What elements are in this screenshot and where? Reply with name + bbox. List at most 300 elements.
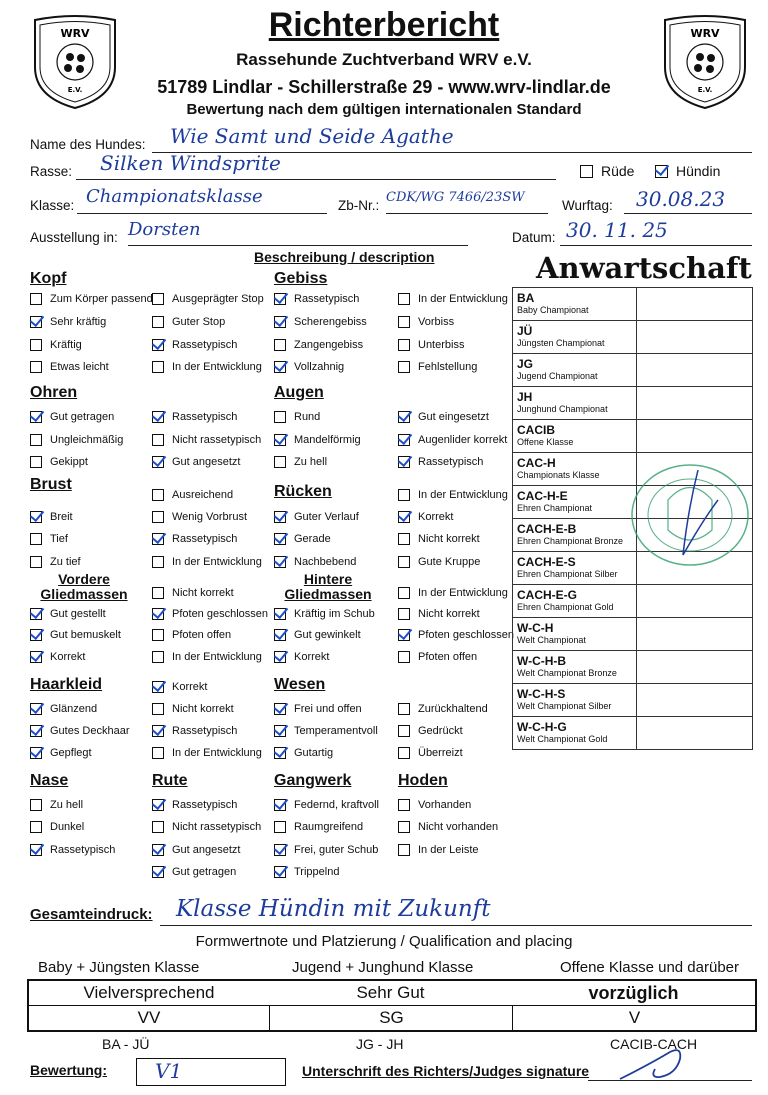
checkbox-box[interactable] xyxy=(152,725,164,737)
checkbox-label: Augenlider korrekt xyxy=(418,434,508,446)
anwartschaft-row xyxy=(513,585,753,618)
checkbox-label: Korrekt xyxy=(172,681,208,693)
checkbox-box[interactable] xyxy=(274,703,286,715)
checkbox-item[interactable] xyxy=(30,843,115,857)
checkbox-item[interactable] xyxy=(152,555,262,569)
zb-field[interactable]: CDK/WG 7466/23SW xyxy=(386,190,525,205)
checkbox-label: Gekippt xyxy=(50,456,88,468)
signature-label: Unterschrift des Richters/Judges signature xyxy=(302,1063,590,1079)
checkbox-item[interactable] xyxy=(398,843,479,857)
anwartschaft-code: W-C-H-G xyxy=(517,720,567,734)
section-hoden: Hoden xyxy=(398,772,448,789)
checkbox-box[interactable] xyxy=(30,799,42,811)
checkbox-label: Guter Verlauf xyxy=(294,511,359,523)
checkbox-item[interactable] xyxy=(274,292,359,306)
anwartschaft-value-cell[interactable] xyxy=(637,387,753,420)
anwartschaft-code: CACH-E-G xyxy=(517,588,577,602)
checkbox-item[interactable] xyxy=(398,410,489,424)
checkbox-label: Gut eingesetzt xyxy=(418,411,489,423)
checkbox-label: Zu hell xyxy=(50,799,84,811)
checkbox-label: In der Entwicklung xyxy=(172,361,262,373)
checkbox-item[interactable] xyxy=(30,798,83,812)
checkbox-item[interactable] xyxy=(152,292,264,306)
checkbox-label: Vorhanden xyxy=(418,799,472,811)
checkbox-box[interactable] xyxy=(152,587,164,599)
checkbox-box[interactable] xyxy=(274,866,286,878)
checkbox-item[interactable] xyxy=(152,680,207,694)
checkbox-item[interactable] xyxy=(152,433,261,447)
checkbox-box[interactable] xyxy=(398,316,410,328)
checkbox-item[interactable] xyxy=(398,586,508,600)
checkbox-box[interactable] xyxy=(274,456,286,468)
checkbox-label: Korrekt xyxy=(50,651,86,663)
checkbox-box[interactable] xyxy=(152,608,164,620)
checkbox-item[interactable] xyxy=(30,455,88,469)
placing-col3: Offene Klasse und darüber xyxy=(560,959,740,976)
checkbox-box[interactable] xyxy=(152,339,164,351)
huendin-checkbox[interactable]: Hündin xyxy=(655,164,720,178)
anwartschaft-desc: Ehren Championat Bronze xyxy=(517,536,624,546)
checkbox-item[interactable] xyxy=(30,820,84,834)
checkbox-label: Vollzahnig xyxy=(294,361,345,373)
checkbox-item[interactable] xyxy=(30,607,106,621)
checkbox-box[interactable] xyxy=(152,821,164,833)
checkbox-item[interactable] xyxy=(398,820,498,834)
checkbox-box[interactable] xyxy=(274,293,286,305)
checkbox-box[interactable] xyxy=(274,511,286,523)
anwartschaft-desc: Junghund Championat xyxy=(517,404,608,414)
checkbox-label: Gut angesetzt xyxy=(172,456,241,468)
checkbox-item[interactable] xyxy=(152,843,241,857)
placing-r1c3: vorzüglich xyxy=(588,983,679,1003)
standard-note: Bewertung nach dem gültigen internationalen Standard xyxy=(186,101,582,118)
checkbox-box[interactable] xyxy=(30,339,42,351)
anwartschaft-value-cell[interactable] xyxy=(637,717,753,750)
checkbox-box[interactable] xyxy=(274,316,286,328)
checkbox-label: Nicht korrekt xyxy=(418,608,480,620)
anwartschaft-value-cell[interactable] xyxy=(637,354,753,387)
checkbox-box[interactable] xyxy=(274,747,286,759)
checkbox-box[interactable] xyxy=(30,556,42,568)
checkbox-label: In der Leiste xyxy=(418,844,479,856)
zb-label: Zb-Nr.: xyxy=(338,198,380,213)
checkbox-label: Gut angesetzt xyxy=(172,844,241,856)
checkbox-box[interactable] xyxy=(30,411,42,423)
checkbox-box[interactable] xyxy=(30,821,42,833)
checkbox-item[interactable] xyxy=(30,702,97,716)
checkbox-label: In der Entwicklung xyxy=(418,489,508,501)
section-ohren: Ohren xyxy=(30,384,78,401)
checkbox-label: Nicht rassetypisch xyxy=(172,434,262,446)
checkbox-item[interactable] xyxy=(274,865,339,879)
checkbox-box[interactable] xyxy=(30,533,42,545)
checkbox-item[interactable] xyxy=(398,488,508,502)
anwartschaft-desc: Welt Championat xyxy=(517,635,586,645)
checkbox-label: Gut gewinkelt xyxy=(294,629,361,641)
checkbox-item[interactable] xyxy=(274,843,378,857)
checkbox-label: Gut gestellt xyxy=(50,608,106,620)
checkbox-label: Tief xyxy=(50,533,68,545)
checkbox-item[interactable] xyxy=(30,555,81,569)
checkbox-label: Gepflegt xyxy=(50,747,92,759)
checkbox-box[interactable] xyxy=(30,293,42,305)
anwartschaft-desc: Ehren Championat Gold xyxy=(517,602,614,612)
checkbox-box[interactable] xyxy=(274,725,286,737)
checkbox-label: Gut bemuskelt xyxy=(50,629,121,641)
datum-field[interactable]: 30. 11. 25 xyxy=(566,218,668,242)
checkbox-box[interactable] xyxy=(274,339,286,351)
checkbox-item[interactable] xyxy=(152,338,237,352)
checkbox-item[interactable] xyxy=(398,746,463,760)
checkbox-item[interactable] xyxy=(274,702,362,716)
gesamt-field[interactable]: Klasse Hündin mit Zukunft xyxy=(176,896,491,922)
checkbox-label: Pfoten geschlossen xyxy=(172,608,269,620)
checkbox-box[interactable] xyxy=(30,456,42,468)
checkbox-item[interactable] xyxy=(30,338,82,352)
anwartschaft-code: W-C-H-B xyxy=(517,654,567,668)
checkbox-box[interactable] xyxy=(398,434,410,446)
checkbox-box[interactable] xyxy=(152,533,164,545)
checkbox-label: Zurückhaltend xyxy=(418,703,488,715)
checkbox-box[interactable] xyxy=(398,533,410,545)
checkbox-item[interactable] xyxy=(152,510,247,524)
checkbox-item[interactable] xyxy=(152,724,237,738)
anwartschaft-title: Anwartschaft xyxy=(536,251,752,285)
checkbox-box[interactable] xyxy=(30,511,42,523)
checkbox-item[interactable] xyxy=(152,607,268,621)
checkbox-label: Nicht korrekt xyxy=(172,587,234,599)
checkbox-label: Ausreichend xyxy=(172,489,234,501)
name-label: Name des Hundes: xyxy=(30,137,146,152)
checkbox-item[interactable] xyxy=(152,746,262,760)
checkbox-box[interactable] xyxy=(152,844,164,856)
checkbox-box[interactable] xyxy=(152,703,164,715)
page-title: Richterbericht xyxy=(268,6,500,44)
checkbox-item[interactable] xyxy=(274,455,327,469)
checkbox-item[interactable] xyxy=(152,410,237,424)
checkbox-item[interactable] xyxy=(152,628,231,642)
checkbox-box[interactable] xyxy=(152,361,164,373)
klasse-label: Klasse: xyxy=(30,198,75,213)
checkbox-box[interactable] xyxy=(398,725,410,737)
section-gebiss: Gebiss xyxy=(274,270,328,287)
checkbox-label: In der Entwicklung xyxy=(418,587,508,599)
checkbox-box[interactable] xyxy=(398,411,410,423)
checkbox-item[interactable] xyxy=(398,532,480,546)
checkbox-box[interactable] xyxy=(398,456,410,468)
svg-text:WRV: WRV xyxy=(690,27,720,40)
checkbox-box[interactable] xyxy=(274,608,286,620)
checkbox-label: Frei und offen xyxy=(294,703,362,715)
checkbox-box[interactable] xyxy=(152,651,164,663)
org-address: 51789 Lindlar - Schillerstraße 29 - www.wrv-lindlar.de xyxy=(157,77,611,97)
checkbox-label: Breit xyxy=(50,511,73,523)
checkbox-box[interactable] xyxy=(274,556,286,568)
checkbox-box[interactable] xyxy=(30,844,42,856)
checkbox-item[interactable] xyxy=(30,360,109,374)
checkbox-item[interactable] xyxy=(274,315,367,329)
checkbox-box[interactable] xyxy=(398,821,410,833)
checkbox-box[interactable] xyxy=(152,434,164,446)
checkbox-box[interactable] xyxy=(398,587,410,599)
checkbox-label: Nachbebend xyxy=(294,556,357,568)
placing-table xyxy=(27,979,757,1032)
checkbox-item[interactable] xyxy=(30,532,68,546)
anwartschaft-row xyxy=(513,288,753,321)
checkbox-item[interactable] xyxy=(152,798,237,812)
checkbox-item[interactable] xyxy=(274,746,333,760)
checkbox-item[interactable] xyxy=(30,510,73,524)
checkbox-box[interactable] xyxy=(274,434,286,446)
checkbox-box[interactable] xyxy=(152,799,164,811)
stamp-mark xyxy=(628,460,753,570)
checkbox-label: Dunkel xyxy=(50,821,85,833)
checkbox-label: Scherengebiss xyxy=(294,316,367,328)
checkbox-box[interactable] xyxy=(152,866,164,878)
checkbox-box[interactable] xyxy=(274,651,286,663)
checkbox-box[interactable] xyxy=(274,533,286,545)
section-gangwerk: Gangwerk xyxy=(274,772,352,789)
checkbox-label: Glänzend xyxy=(50,703,98,715)
checkbox-label: Kräftig xyxy=(50,339,82,351)
checkbox-label: Nicht vorhanden xyxy=(418,821,499,833)
checkbox-label: Raumgreifend xyxy=(294,821,364,833)
anwartschaft-value-cell[interactable] xyxy=(637,618,753,651)
checkbox-item[interactable] xyxy=(274,410,320,424)
checkbox-box[interactable] xyxy=(30,361,42,373)
checkbox-item[interactable] xyxy=(398,555,480,569)
checkbox-box[interactable] xyxy=(274,361,286,373)
checkbox-item[interactable] xyxy=(30,650,85,664)
section-rute: Rute xyxy=(152,772,188,789)
checkbox-box[interactable] xyxy=(398,747,410,759)
checkbox-label: Pfoten offen xyxy=(172,629,232,641)
checkbox-item[interactable] xyxy=(30,315,106,329)
rasse-field[interactable]: Silken Windsprite xyxy=(100,151,281,175)
checkbox-item[interactable] xyxy=(398,510,453,524)
checkbox-box[interactable] xyxy=(398,361,410,373)
checkbox-item[interactable] xyxy=(274,338,363,352)
checkbox-box[interactable] xyxy=(274,411,286,423)
checkbox-label: Rassetypisch xyxy=(172,533,238,545)
checkbox-item[interactable] xyxy=(152,820,261,834)
anwartschaft-code: CAC-H xyxy=(517,456,556,470)
checkbox-box[interactable] xyxy=(274,844,286,856)
checkbox-item[interactable] xyxy=(274,532,331,546)
judge-signature[interactable] xyxy=(610,1044,700,1084)
wurftag-label: Wurftag: xyxy=(562,198,613,213)
checkbox-label: Überreizt xyxy=(418,747,463,759)
checkbox-box[interactable] xyxy=(398,651,410,663)
anwartschaft-desc: Welt Championat Silber xyxy=(517,701,612,711)
placing-r2c3: V xyxy=(512,1006,756,1030)
anwartschaft-value-cell[interactable] xyxy=(637,288,753,321)
checkbox-item[interactable] xyxy=(152,315,225,329)
placing-r2c1: VV xyxy=(137,1008,161,1027)
svg-text:E.V.: E.V. xyxy=(67,86,83,94)
anwartschaft-value-cell[interactable] xyxy=(637,321,753,354)
anwartschaft-code: JÜ xyxy=(517,324,533,338)
checkbox-box[interactable] xyxy=(398,556,410,568)
checkbox-item[interactable] xyxy=(30,410,114,424)
checkbox-label: Trippelnd xyxy=(294,866,340,878)
checkbox-box[interactable] xyxy=(152,629,164,641)
checkbox-box[interactable] xyxy=(152,456,164,468)
checkbox-item[interactable] xyxy=(398,338,464,352)
anwartschaft-code: CACIB xyxy=(517,423,555,437)
checkbox-label: Rund xyxy=(294,411,321,423)
checkbox-label: Frei, guter Schub xyxy=(294,844,379,856)
checkbox-item[interactable] xyxy=(398,455,483,469)
checkbox-item[interactable] xyxy=(30,292,153,306)
checkbox-label: In der Entwicklung xyxy=(172,556,262,568)
checkbox-item[interactable] xyxy=(152,865,236,879)
section-nase: Nase xyxy=(30,772,69,789)
klasse-field[interactable]: Championatsklasse xyxy=(86,186,263,207)
anwartschaft-value-cell[interactable] xyxy=(637,684,753,717)
section-augen: Augen xyxy=(274,384,324,401)
checkbox-box[interactable] xyxy=(30,316,42,328)
checkbox-box[interactable] xyxy=(152,747,164,759)
checkbox-item[interactable] xyxy=(398,292,508,306)
anwartschaft-value-cell[interactable] xyxy=(637,585,753,618)
checkbox-box[interactable] xyxy=(30,629,42,641)
checkbox-box[interactable] xyxy=(398,489,410,501)
checkbox-item[interactable] xyxy=(398,607,480,621)
checkbox-box[interactable] xyxy=(398,511,410,523)
section-wesen: Wesen xyxy=(274,676,326,693)
checkbox-item[interactable] xyxy=(152,488,233,502)
checkbox-box[interactable] xyxy=(30,747,42,759)
checkbox-box[interactable] xyxy=(152,489,164,501)
checkbox-box[interactable] xyxy=(152,556,164,568)
anwartschaft-value-cell[interactable] xyxy=(637,420,753,453)
checkbox-item[interactable] xyxy=(152,455,241,469)
checkbox-box[interactable] xyxy=(152,411,164,423)
checkbox-item[interactable] xyxy=(274,555,356,569)
checkbox-box[interactable] xyxy=(30,651,42,663)
checkbox-item[interactable] xyxy=(152,532,237,546)
checkbox-item[interactable] xyxy=(152,702,234,716)
anwartschaft-desc: Jugend Championat xyxy=(517,371,598,381)
checkbox-item[interactable] xyxy=(274,798,379,812)
anwartschaft-value-cell[interactable] xyxy=(637,651,753,684)
placing-f1: BA - JÜ xyxy=(102,1036,150,1052)
svg-text:E.V.: E.V. xyxy=(697,86,713,94)
beschreibung-heading: Beschreibung / description xyxy=(254,249,435,265)
checkbox-item[interactable] xyxy=(274,360,344,374)
anwartschaft-row xyxy=(513,420,753,453)
checkbox-item[interactable] xyxy=(274,607,375,621)
placing-r2c2: SG xyxy=(269,1006,513,1030)
checkbox-item[interactable] xyxy=(274,510,359,524)
checkbox-item[interactable] xyxy=(30,746,92,760)
checkbox-box[interactable] xyxy=(274,629,286,641)
checkbox-item[interactable] xyxy=(30,433,123,447)
anwartschaft-code: BA xyxy=(517,291,535,305)
checkbox-item[interactable] xyxy=(274,724,378,738)
checkbox-box[interactable] xyxy=(152,316,164,328)
checkbox-box[interactable] xyxy=(152,293,164,305)
checkbox-box[interactable] xyxy=(398,629,410,641)
checkbox-item[interactable] xyxy=(274,628,361,642)
checkbox-box[interactable] xyxy=(30,703,42,715)
checkbox-box[interactable] xyxy=(152,681,164,693)
anwartschaft-desc: Offene Klasse xyxy=(517,437,574,447)
checkbox-box[interactable] xyxy=(30,725,42,737)
checkbox-label: Kräftig im Schub xyxy=(294,608,375,620)
checkbox-box[interactable] xyxy=(398,339,410,351)
checkbox-label: Nicht korrekt xyxy=(172,703,234,715)
checkbox-box[interactable] xyxy=(398,703,410,715)
checkbox-item[interactable] xyxy=(398,798,471,812)
checkbox-item[interactable] xyxy=(152,650,262,664)
checkbox-label: Gut getragen xyxy=(172,866,237,878)
checkbox-box[interactable] xyxy=(30,434,42,446)
ausstellung-field[interactable]: Dorsten xyxy=(128,219,201,240)
checkbox-item[interactable] xyxy=(152,586,234,600)
anwartschaft-row xyxy=(513,387,753,420)
checkbox-box[interactable] xyxy=(398,844,410,856)
checkbox-label: Pfoten geschlossen xyxy=(418,629,515,641)
checkbox-label: Temperamentvoll xyxy=(294,725,378,737)
name-field[interactable]: Wie Samt und Seide Agathe xyxy=(170,124,454,148)
checkbox-item[interactable] xyxy=(398,360,477,374)
checkbox-label: Korrekt xyxy=(294,651,330,663)
checkbox-item[interactable] xyxy=(398,628,514,642)
checkbox-label: Gerade xyxy=(294,533,331,545)
wurftag-field[interactable]: 30.08.23 xyxy=(636,187,726,211)
checkbox-item[interactable] xyxy=(30,724,129,738)
checkbox-item[interactable] xyxy=(30,628,121,642)
checkbox-label: Ausgeprägter Stop xyxy=(172,293,264,305)
checkbox-item[interactable] xyxy=(398,433,507,447)
checkbox-box[interactable] xyxy=(398,799,410,811)
section-vordere: Vordere Gliedmassen xyxy=(40,571,128,602)
checkbox-label: Vorbiss xyxy=(418,316,455,328)
checkbox-item[interactable] xyxy=(274,820,363,834)
checkbox-item[interactable] xyxy=(274,650,329,664)
ruede-checkbox[interactable]: Rüde xyxy=(580,164,634,178)
checkbox-label: Nicht korrekt xyxy=(418,533,480,545)
datum-label: Datum: xyxy=(512,230,556,245)
checkbox-item[interactable] xyxy=(398,315,454,329)
checkbox-label: Zu hell xyxy=(294,456,328,468)
checkbox-label: In der Entwicklung xyxy=(418,293,508,305)
checkbox-item[interactable] xyxy=(274,433,361,447)
checkbox-label: Ungleichmäßig xyxy=(50,434,124,446)
placing-f2: JG - JH xyxy=(356,1036,404,1052)
checkbox-label: Zum Körper passend xyxy=(50,293,153,305)
checkbox-label: Fehlstellung xyxy=(418,361,478,373)
checkbox-item[interactable] xyxy=(398,702,488,716)
anwartschaft-code: W-C-H-S xyxy=(517,687,566,701)
anwartschaft-row xyxy=(513,618,753,651)
checkbox-label: Rassetypisch xyxy=(172,799,238,811)
checkbox-item[interactable] xyxy=(398,724,463,738)
checkbox-box[interactable] xyxy=(398,608,410,620)
checkbox-label: Korrekt xyxy=(418,511,454,523)
checkbox-item[interactable] xyxy=(398,650,477,664)
checkbox-box[interactable] xyxy=(152,511,164,523)
checkbox-box[interactable] xyxy=(274,821,286,833)
bewertung-box[interactable] xyxy=(136,1058,286,1086)
checkbox-label: Nicht rassetypisch xyxy=(172,821,262,833)
checkbox-item[interactable] xyxy=(152,360,262,374)
checkbox-box[interactable] xyxy=(274,799,286,811)
checkbox-box[interactable] xyxy=(398,293,410,305)
checkbox-box[interactable] xyxy=(30,608,42,620)
